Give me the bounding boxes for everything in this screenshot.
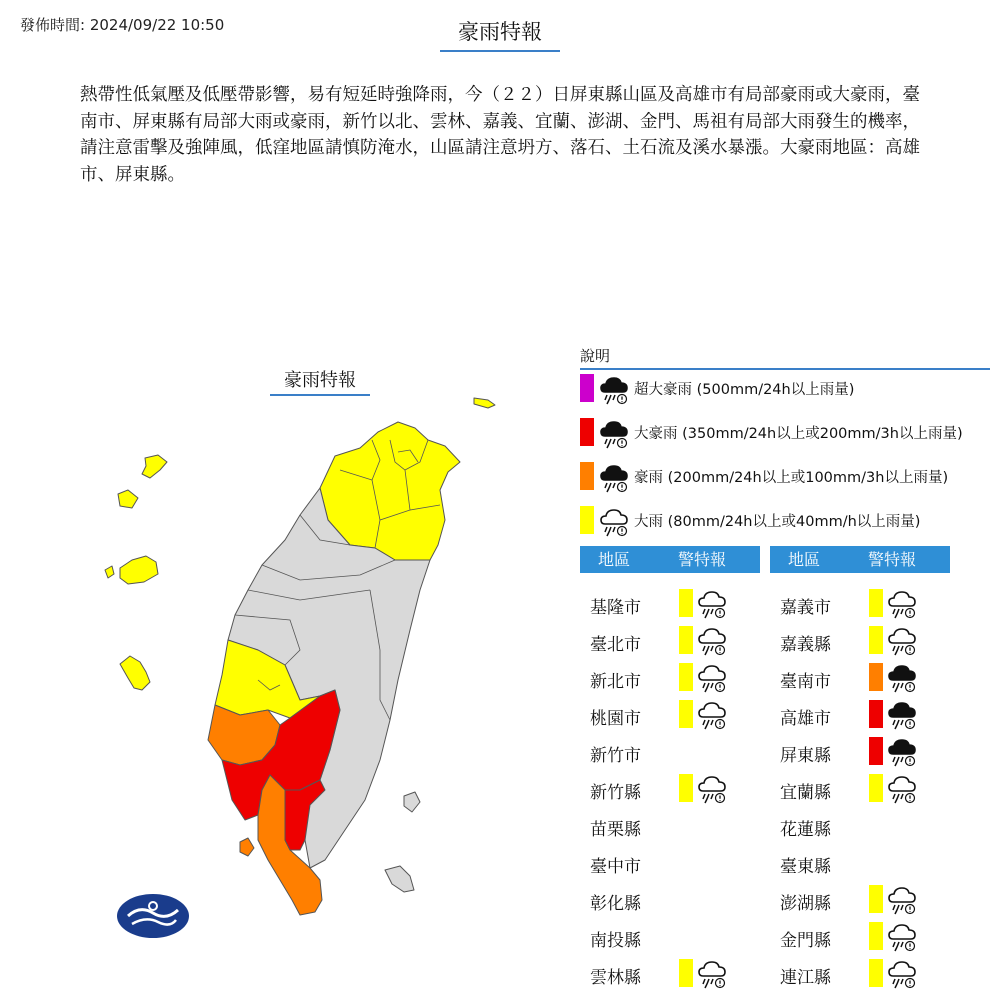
- region-name: 新北市: [590, 672, 641, 692]
- table-row: [580, 623, 760, 660]
- table-row: [770, 771, 950, 808]
- warning-level-bar: [869, 626, 883, 654]
- heavy-rain-icon: [696, 662, 728, 698]
- region-name: 金門縣: [780, 931, 831, 951]
- region-name: 嘉義縣: [780, 635, 831, 655]
- heavy-rain-icon: [886, 588, 918, 624]
- heavy-rain-icon: [696, 958, 728, 994]
- map-region-kinmen: [118, 455, 167, 508]
- region-name: 彰化縣: [590, 894, 641, 914]
- region-name: 臺南市: [780, 672, 831, 692]
- legend-swatch: [580, 462, 594, 490]
- torrential-rain-icon: [598, 418, 630, 454]
- heavy-rain-icon: [598, 506, 630, 542]
- heavy-rain-icon: [696, 699, 728, 735]
- warning-level-bar: [869, 700, 883, 728]
- warning-level-bar: [869, 959, 883, 987]
- warning-level-bar: [869, 885, 883, 913]
- region-name: 臺北市: [590, 635, 641, 655]
- region-name: 宜蘭縣: [780, 783, 831, 803]
- table-row: [580, 808, 760, 845]
- table-row: [580, 586, 760, 623]
- legend-item: [580, 416, 1000, 446]
- warning-level-bar: [869, 663, 883, 691]
- region-name: 澎湖縣: [780, 894, 831, 914]
- table-row: [770, 623, 950, 660]
- table-row: [580, 771, 760, 808]
- warning-level-bar: [679, 589, 693, 617]
- table-row: [580, 845, 760, 882]
- heavy-rain-icon: [886, 921, 918, 957]
- map-region-lienchiang: [474, 398, 495, 408]
- map-region-penghu: [105, 556, 158, 690]
- legend-swatch: [580, 374, 594, 402]
- table-row: [580, 660, 760, 697]
- legend-item: [580, 460, 1000, 490]
- col-region-right: 地區: [788, 550, 821, 569]
- warning-level-bar: [869, 922, 883, 950]
- table-row: [770, 808, 950, 845]
- legend-item: [580, 372, 1000, 402]
- table-row: [580, 919, 760, 956]
- map-region-orchid-island: [385, 792, 420, 892]
- region-name: 苗栗縣: [590, 820, 641, 840]
- table-row: [770, 882, 950, 919]
- heavy-rain-icon: [886, 773, 918, 809]
- table-row: [580, 697, 760, 734]
- warning-level-bar: [869, 589, 883, 617]
- table-row: [770, 956, 950, 993]
- table-row: [580, 956, 760, 993]
- legend-label: 大雨 (80mm/24h以上或40mm/h以上雨量): [634, 514, 921, 530]
- legend-swatch: [580, 418, 594, 446]
- region-name: 連江縣: [780, 968, 831, 988]
- table-row: [770, 660, 950, 697]
- map-title: 豪雨特報: [270, 366, 370, 396]
- table-row: [770, 586, 950, 623]
- table-header-left: [580, 546, 760, 573]
- region-name: 新竹市: [590, 746, 641, 766]
- legend-heading: 說明: [580, 345, 990, 370]
- legend-item: [580, 504, 1000, 534]
- legend-label: 超大豪雨 (500mm/24h以上雨量): [634, 382, 855, 398]
- warning-description: 熱帶性低氣壓及低壓帶影響，易有短延時強降雨，今（２２）日屏東縣山區及高雄市有局部豪雨或大豪雨，臺南市、屏東縣有局部大雨或豪雨，新竹以北、雲林、嘉義、宜蘭、澎湖、金門、馬祖有局部大雨發生的機率，請注意雷擊及強陣風，低窪地區請慎防淹水，山區請注意坍方、落石、土石流及溪水暴漲。大豪雨地區：高雄市、屏東縣。: [80, 85, 920, 185]
- heavy-rain-icon: [696, 773, 728, 809]
- heavy-rain-icon: [886, 958, 918, 994]
- torrential-rain-icon: [598, 374, 630, 410]
- warning-level-bar: [679, 626, 693, 654]
- table-row: [770, 734, 950, 771]
- region-name: 臺東縣: [780, 857, 831, 877]
- heavy-rain-icon: [886, 625, 918, 661]
- cwa-logo: [117, 894, 189, 938]
- heavy-rain-icon: [696, 625, 728, 661]
- col-warning-left: 警特報: [678, 550, 727, 569]
- region-name: 嘉義市: [780, 598, 831, 618]
- region-name: 雲林縣: [590, 968, 641, 988]
- table-header-right: [770, 546, 950, 573]
- legend-swatch: [580, 506, 594, 534]
- warning-level-bar: [679, 663, 693, 691]
- warning-level-bar: [679, 700, 693, 728]
- region-name: 屏東縣: [780, 746, 831, 766]
- legend-label: 大豪雨 (350mm/24h以上或200mm/3h以上雨量): [634, 426, 963, 442]
- table-row: [770, 919, 950, 956]
- warning-level-bar: [869, 737, 883, 765]
- issue-time: 發佈時間: 2024/09/22 10:50: [20, 16, 225, 34]
- torrential-rain-icon: [886, 736, 918, 772]
- table-row: [580, 882, 760, 919]
- torrential-rain-icon: [886, 699, 918, 735]
- heavy-rain-icon: [886, 884, 918, 920]
- heavy-rain-icon: [696, 588, 728, 624]
- region-name: 高雄市: [780, 709, 831, 729]
- warning-level-bar: [679, 959, 693, 987]
- table-row: [770, 845, 950, 882]
- region-name: 南投縣: [590, 931, 641, 951]
- region-name: 桃園市: [590, 709, 641, 729]
- region-name: 花蓮縣: [780, 820, 831, 840]
- torrential-rain-icon: [598, 462, 630, 498]
- page-title: 豪雨特報: [440, 16, 560, 52]
- map-region-liuqiu: [240, 838, 254, 856]
- warning-level-bar: [869, 774, 883, 802]
- legend-label: 豪雨 (200mm/24h以上或100mm/3h以上雨量): [634, 470, 949, 486]
- table-row: [580, 734, 760, 771]
- taiwan-warning-map: [0, 330, 560, 1000]
- region-name: 臺中市: [590, 857, 641, 877]
- warning-level-bar: [679, 774, 693, 802]
- table-row: [770, 697, 950, 734]
- col-warning-right: 警特報: [868, 550, 917, 569]
- region-name: 基隆市: [590, 598, 641, 618]
- torrential-rain-icon: [886, 662, 918, 698]
- region-name: 新竹縣: [590, 783, 641, 803]
- col-region-left: 地區: [598, 550, 631, 569]
